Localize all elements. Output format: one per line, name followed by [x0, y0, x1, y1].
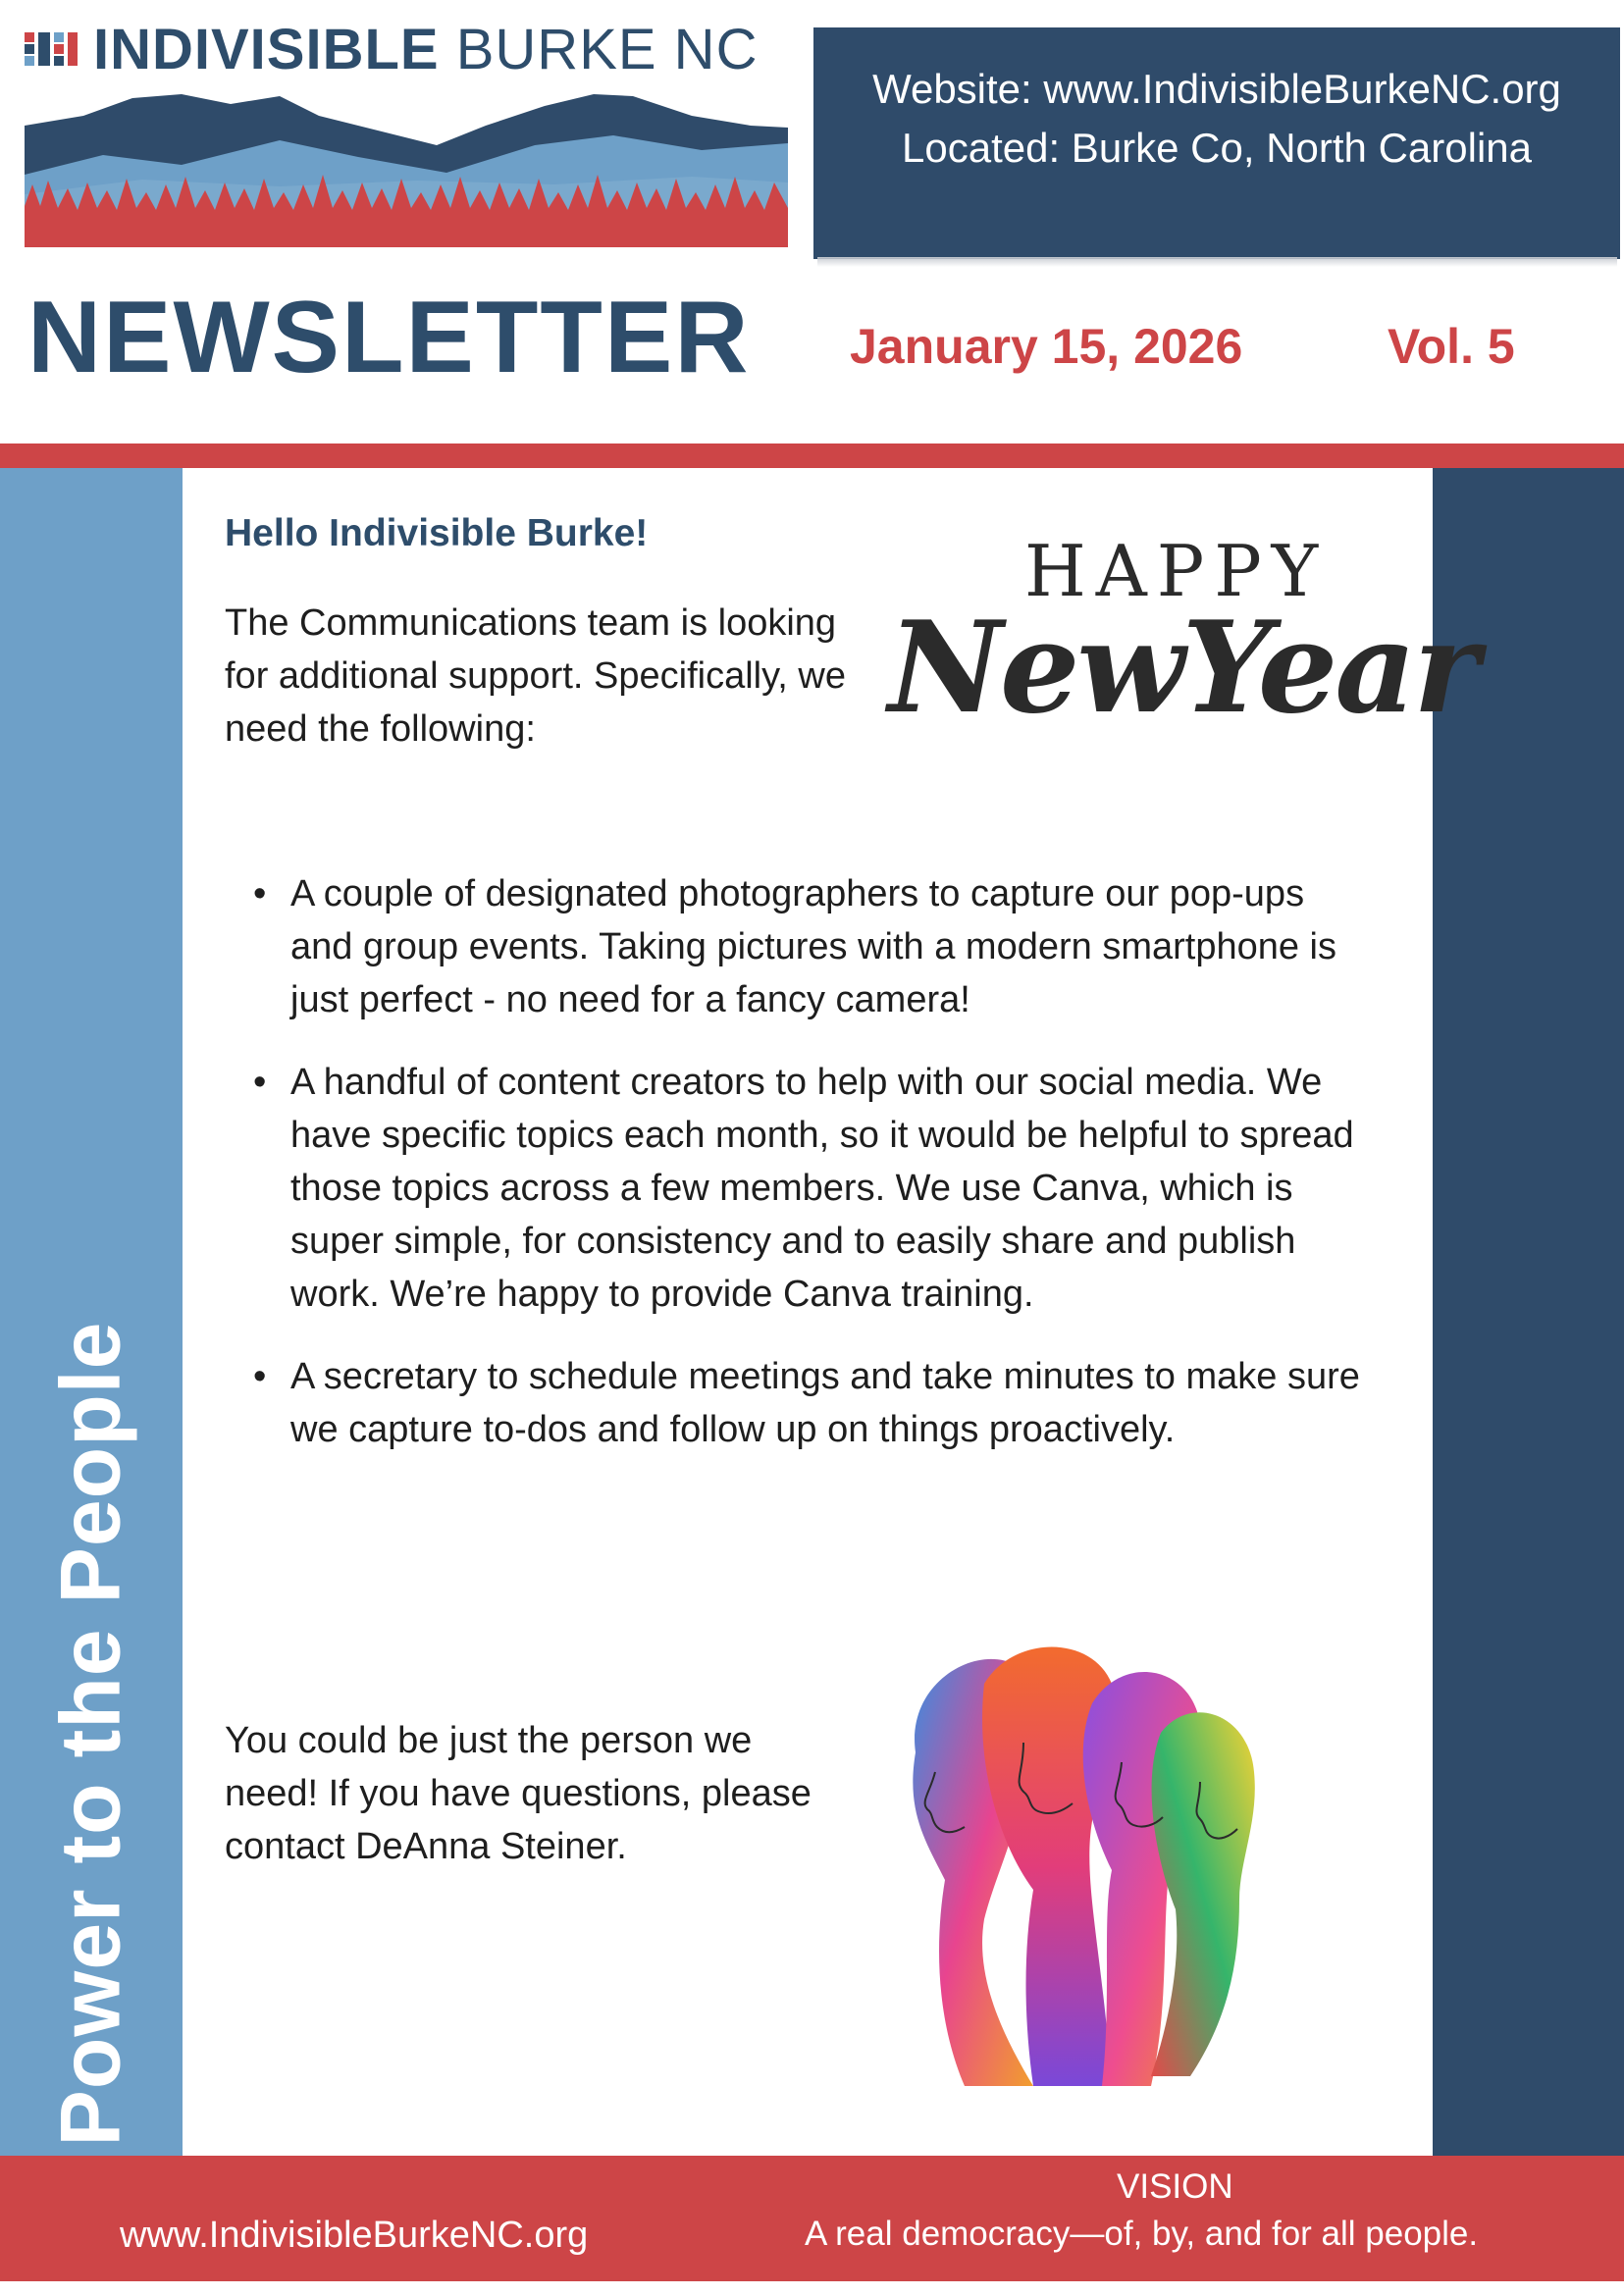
footer-website-link[interactable]: www.IndivisibleBurkeNC.org: [120, 2215, 589, 2256]
mountain-landscape-illustration: [25, 86, 788, 247]
website-line: Website: www.IndivisibleBurkeNC.org: [872, 66, 1561, 112]
issue-volume: Vol. 5: [1388, 319, 1515, 374]
happy-new-year-line1: HAPPY: [1024, 530, 1329, 612]
location-line: Located: Burke Co, North Carolina: [902, 125, 1532, 171]
org-name-bold: INDIVISIBLE: [93, 18, 440, 81]
footer: [0, 2156, 1624, 2281]
greeting-heading: Hello Indivisible Burke!: [225, 512, 649, 554]
info-box-shadow: [817, 257, 1617, 267]
contact-info-box: [813, 27, 1620, 259]
org-name: [93, 18, 759, 81]
left-sidebar: [0, 468, 183, 2156]
vision-statement: A real democracy—of, by, and for all people.: [805, 2215, 1479, 2253]
vision-title: VISION: [1117, 2167, 1233, 2206]
issue-date: January 15, 2026: [850, 319, 1243, 374]
intro-paragraph: The Communications team is looking for additional support. Specifically, we need the following:: [225, 602, 846, 750]
list-item: • A couple of designated photographers to capture our pop-ups and group events. Taking pictures with a modern smartphone is just perfect - no need for a fancy camera!: [253, 867, 1372, 1026]
list-item: • A secretary to schedule meetings and take minutes to make sure we capture to-dos and follow up on things proactively.: [253, 1350, 1372, 1456]
bottom-margin: [0, 2281, 1624, 2296]
sidebar-label: Power to the People: [43, 1321, 138, 2147]
page-title: NEWSLETTER: [27, 281, 751, 394]
needs-list: [253, 867, 1372, 1486]
org-brand: [25, 18, 759, 81]
org-name-light: BURKE NC: [455, 18, 759, 81]
indivisible-logo-icon: [25, 30, 79, 70]
list-item: • A handful of content creators to help with our social media. We have specific topics each month, so it would be helpful to spread those topics across a few members. We use Canva, which is super simple, for consistency and to easily share and publish work. We’re happy to provide Canva training.: [253, 1056, 1372, 1321]
top-divider: [0, 444, 1624, 468]
closing-paragraph: You could be just the person we need! If you have questions, please contact DeAnna Steiner.: [225, 1720, 812, 1867]
colorful-faces-illustration: [876, 1625, 1288, 2096]
happy-new-year-line2: NewYear: [888, 595, 1477, 742]
